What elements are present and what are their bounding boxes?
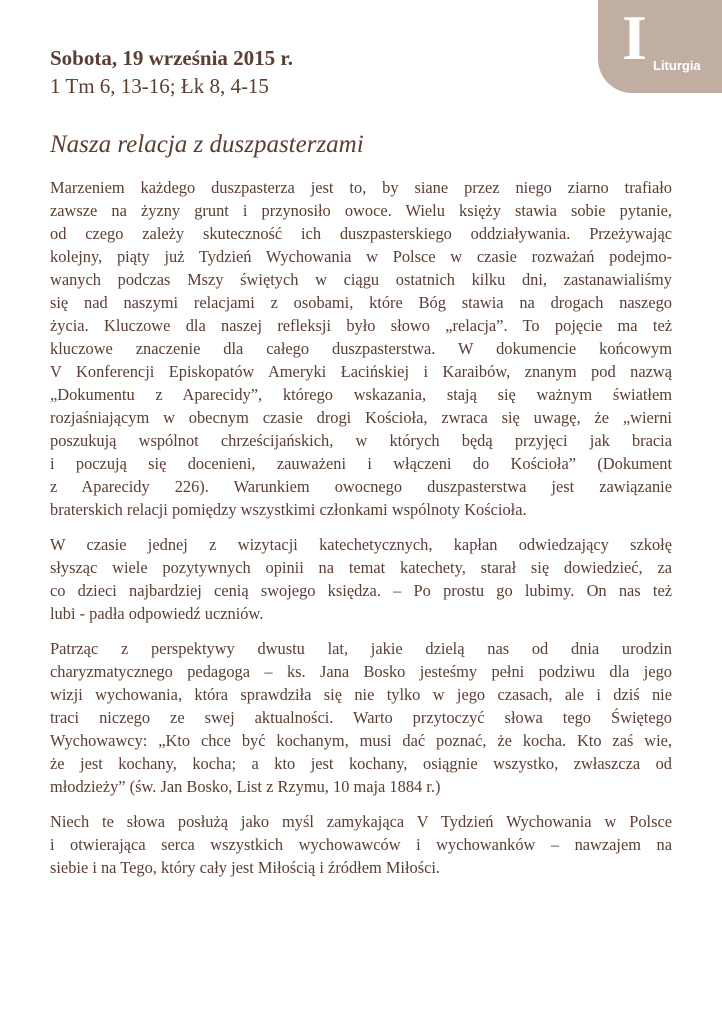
text-line: i poczują się docenieni, zauważeni i włączeni do Kościoła” (Dokument (50, 454, 672, 473)
text-line: poszukują wspólnot chrześcijańskich, w których będą przyjęci jak bracia (50, 431, 672, 450)
section-letter: I (622, 2, 647, 73)
text-line: co dzieci najbardziej cenią swojego księdza. – Po prostu go lubimy. On nas też (50, 581, 672, 600)
text-line: że jest kochany, kocha; a kto jest kochany, osiągnie wszystko, zwłaszcza od (50, 754, 672, 773)
paragraph (50, 810, 672, 879)
paragraph (50, 533, 672, 625)
text-line: z Aparecidy 226). Warunkiem owocnego duszpasterstwa jest zawiązanie (50, 477, 672, 496)
text-line: braterskich relacji pomiędzy wszystkimi członkami wspólnoty Kościoła. (50, 500, 527, 519)
paragraph (50, 176, 672, 521)
article-title: Nasza relacja z duszpasterzami (50, 131, 364, 158)
text-line: wizji wychowania, która sprawdziła się nie tylko w jego czasach, ale i dziś nie (50, 685, 672, 704)
date-heading: Sobota, 19 września 2015 r. (50, 46, 294, 70)
text-line: W czasie jednej z wizytacji katechetycznych, kapłan odwiedzający szkołę (50, 535, 672, 554)
section-label: Liturgia (653, 58, 701, 73)
text-line: zawsze na żyzny grunt i przynosiło owoce. Wielu księży stawia sobie pytanie, (50, 201, 672, 220)
text-line: lubi - padła odpowiedź uczniów. (50, 604, 264, 623)
text-line: rozjaśniającym w obecnym czasie drogi Kościoła, zwraca się uwagę, że „wierni (50, 408, 672, 427)
text-line: Wychowawcy: „Kto chce być kochanym, musi dać poznać, że kocha. Kto zaś wie, (50, 731, 672, 750)
text-line: Patrząc z perspektywy dwustu lat, jakie dzielą nas od dnia urodzin (50, 639, 672, 658)
text-line: Marzeniem każdego duszpasterza jest to, by siane przez niego ziarno trafiało (50, 178, 672, 197)
article-body (50, 176, 672, 891)
text-line: życia. Kluczowe dla naszej refleksji było słowo „relacja”. To pojęcie ma też (50, 316, 672, 335)
text-line: i otwierająca serca wszystkich wychowawców i wychowanków – nawzajem na (50, 835, 672, 854)
reading-reference: 1 Tm 6, 13-16; Łk 8, 4-15 (50, 74, 269, 98)
text-line: kluczowe znaczenie dla całego duszpasterstwa. W dokumencie końcowym (50, 339, 672, 358)
text-line: „Dokumentu z Aparecidy”, którego wskazania, stają się ważnym światłem (50, 385, 672, 404)
section-tab (598, 0, 722, 93)
text-line: V Konferencji Episkopatów Ameryki Łacińskiej i Karaibów, znanym pod nazwą (50, 362, 672, 381)
text-line: traci niczego ze swej aktualności. Warto przytoczyć słowa tego Świętego (50, 708, 672, 727)
text-line: kolejny, piąty już Tydzień Wychowania w Polsce w czasie rozważań podejmo- (50, 247, 672, 266)
text-line: wanych podczas Mszy świętych w ciągu ostatnich kilku dni, zastanawialiśmy (50, 270, 672, 289)
text-line: Niech te słowa posłużą jako myśl zamykająca V Tydzień Wychowania w Polsce (50, 812, 672, 831)
text-line: słysząc wiele pozytywnych opinii na temat katechety, starał się dowiedzieć, za (50, 558, 672, 577)
text-line: od czego zależy skuteczność ich duszpasterskiego oddziaływania. Przeżywając (50, 224, 672, 243)
text-line: młodzieży” (św. Jan Bosko, List z Rzymu, 10 maja 1884 r.) (50, 777, 441, 796)
text-line: siebie i na Tego, który cały jest Miłością i źródłem Miłości. (50, 858, 441, 877)
text-line: charyzmatycznego pedagoga – ks. Jana Bosko jesteśmy pełni podziwu dla jego (50, 662, 672, 681)
paragraph (50, 637, 672, 798)
text-line: się nad naszymi relacjami z osobami, które Bóg stawia na drogach naszego (50, 293, 672, 312)
